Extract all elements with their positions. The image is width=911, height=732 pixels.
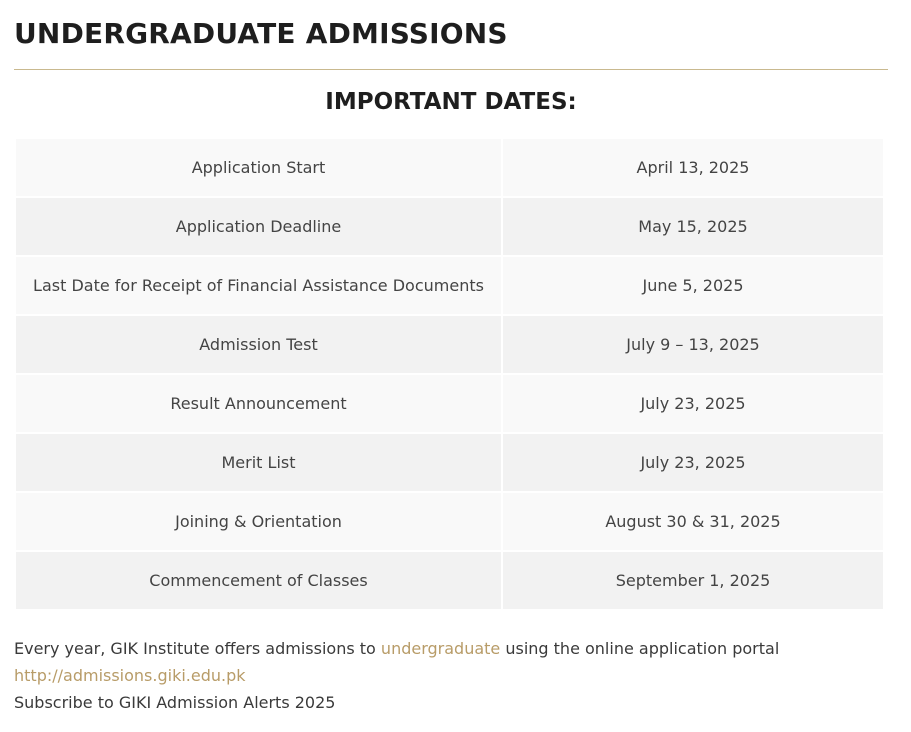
event-cell: Last Date for Receipt of Financial Assistance Documents [16, 257, 501, 314]
date-cell: May 15, 2025 [503, 198, 883, 255]
event-cell: Admission Test [16, 316, 501, 373]
event-cell: Merit List [16, 434, 501, 491]
intro-paragraph [14, 635, 888, 716]
important-dates-table [14, 137, 885, 611]
intro-text-after: using the online application portal [500, 639, 780, 658]
table-row [16, 139, 883, 196]
date-cell: July 23, 2025 [503, 434, 883, 491]
date-cell: June 5, 2025 [503, 257, 883, 314]
table-row [16, 552, 883, 609]
event-cell: Application Deadline [16, 198, 501, 255]
table-row [16, 375, 883, 432]
event-cell: Joining & Orientation [16, 493, 501, 550]
title-divider [14, 69, 888, 70]
date-cell: August 30 & 31, 2025 [503, 493, 883, 550]
subscribe-text: Subscribe to GIKI Admission Alerts 2025 [14, 693, 336, 712]
event-cell: Commencement of Classes [16, 552, 501, 609]
dates-table-wrapper [13, 137, 888, 611]
intro-text-before: Every year, GIK Institute offers admissions to [14, 639, 381, 658]
date-cell: April 13, 2025 [503, 139, 883, 196]
section-title: IMPORTANT DATES: [325, 89, 577, 115]
table-row [16, 316, 883, 373]
table-row [16, 434, 883, 491]
page-title: UNDERGRADUATE ADMISSIONS [14, 17, 508, 50]
portal-line [14, 662, 888, 689]
portal-link[interactable]: http://admissions.giki.edu.pk [14, 666, 246, 685]
date-cell: July 23, 2025 [503, 375, 883, 432]
table-row [16, 198, 883, 255]
table-row [16, 257, 883, 314]
dates-table-body [16, 139, 883, 609]
undergraduate-link[interactable]: undergraduate [380, 639, 501, 658]
page-content [14, 0, 888, 716]
event-cell: Result Announcement [16, 375, 501, 432]
intro-line [14, 635, 888, 662]
event-cell: Application Start [16, 139, 501, 196]
date-cell: July 9 – 13, 2025 [503, 316, 883, 373]
table-row [16, 493, 883, 550]
date-cell: September 1, 2025 [503, 552, 883, 609]
